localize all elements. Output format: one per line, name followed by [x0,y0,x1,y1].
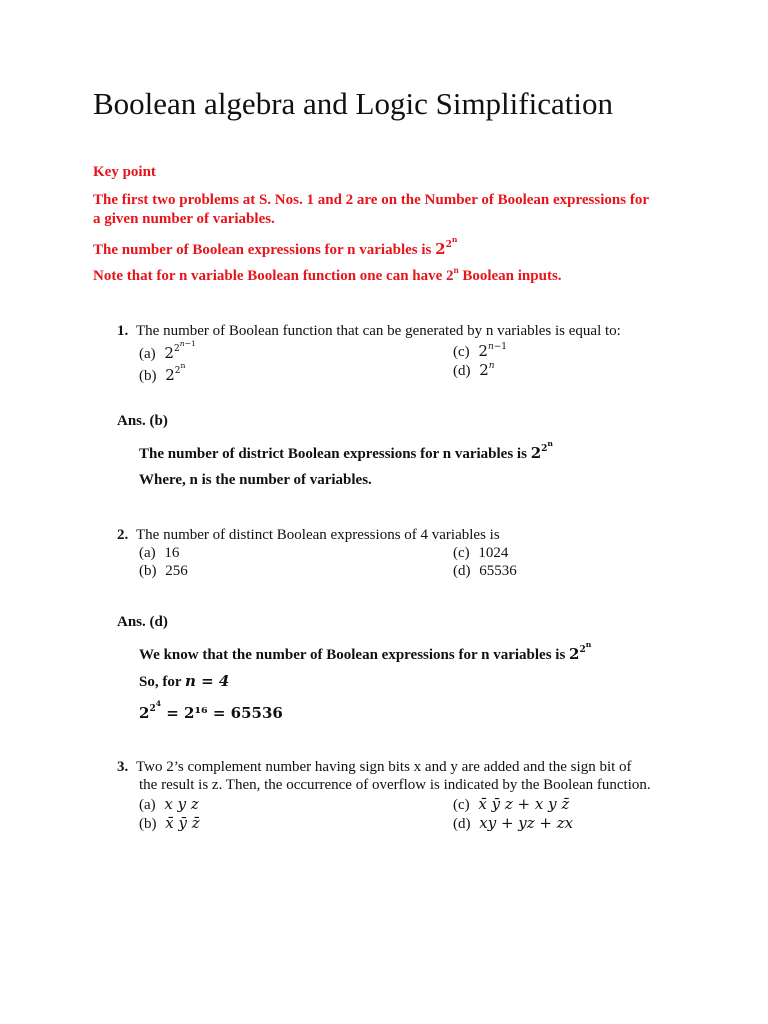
q2-equation [139,698,283,722]
q1-option-b [139,360,186,385]
q2-explanation-formula: $2^{2^n}$ [569,639,592,663]
key-point-line-2: a given number of variables. [93,211,275,227]
q1-option-b-value: $2^{2^n}$ [165,360,186,384]
q1-explanation-1-text: The number of district Boolean expressions for n variables is [139,446,531,462]
question-1 [117,323,621,340]
q2-option-b-label: (b) [139,563,157,579]
q1-option-c [453,342,507,361]
q1-option-c-label: (c) [453,344,470,360]
q2-option-d-label: (d) [453,563,471,579]
q3-option-a-value: x y z [164,795,199,813]
key-point-line-1: The first two problems at S. Nos. 1 and 2 are on the Number of Boolean expressions for [93,192,649,208]
question-2 [117,527,500,544]
q3-option-d [453,814,573,833]
q2-option-a [139,545,179,562]
q2-explanation-2-pre: So, for [139,674,185,690]
page-title: Boolean algebra and Logic Simplification [93,86,613,121]
key-point-line-4 [93,264,562,285]
question-3 [117,759,632,776]
q2-option-d [453,563,517,580]
question-2-number: 2. [117,527,129,543]
q3-option-c-label: (c) [453,797,470,813]
q3-option-b [139,814,200,833]
key-point-line-3 [93,234,458,259]
question-3-number: 3. [117,759,129,775]
q1-option-a [139,338,196,363]
question-3-text-line-2: the result is z. Then, the occurrence of overflow is indicated by the Boolean function. [139,777,651,793]
q2-option-a-label: (a) [139,545,156,561]
question-1-text: The number of Boolean function that can be generated by n variables is equal to: [136,323,621,339]
key-point-line-4-post: Boolean inputs. [458,268,562,284]
question-2-text: The number of distinct Boolean expressions of 4 variables is [136,527,500,543]
q3-option-d-label: (d) [453,816,471,832]
q1-option-d-value: 2$^n$ [479,360,495,379]
q1-answer: Ans. (b) [117,413,168,429]
key-point-heading: Key point [93,164,156,180]
q2-equation-lhs: $2^{2^4}$ [139,698,162,722]
q1-option-a-label: (a) [139,346,156,362]
q1-option-c-value: $2^{n-1}$ [478,341,508,360]
q2-explanation-1 [139,639,592,664]
q3-option-b-label: (b) [139,816,157,832]
q1-option-a-value: $2^{2^{n-1}}$ [164,338,196,362]
question-1-number: 1. [117,323,129,339]
formula-2-pow-2-pow-n: $2^{2^n}$ [435,234,458,258]
q1-explanation-1 [139,438,553,463]
q3-option-a-label: (a) [139,797,156,813]
key-point-line-3-text: The number of Boolean expressions for n variables is [93,242,436,258]
q3-option-d-value: xy + yz + zx [479,814,574,832]
q2-option-b [139,563,188,580]
q3-option-c-value: x̄ ȳ z + x y z̄ [478,795,570,813]
q3-option-c [453,795,569,814]
q2-option-a-value: 16 [164,545,180,561]
q3-option-a [139,795,199,814]
q2-option-c [453,545,508,562]
q2-option-b-value: 256 [165,563,188,579]
q2-explanation-1-text: We know that the number of Boolean expressions for n variables is [139,647,570,663]
key-point-line-4-sup: n [453,264,459,275]
question-3-text-line-1: Two 2’s complement number having sign bits x and y are added and the sign bit of [136,759,632,775]
key-point-line-4-pre: Note that for n variable Boolean function one can have 2 [93,268,454,284]
q2-explanation-2-equation: n = 4 [184,672,230,690]
q2-option-d-value: 65536 [479,563,517,579]
q1-option-d [453,361,495,380]
q2-option-c-value: 1024 [478,545,509,561]
q1-option-b-label: (b) [139,368,157,384]
q2-option-c-label: (c) [453,545,470,561]
q1-explanation-2: Where, n is the number of variables. [139,472,372,488]
q3-option-b-value: x̄ ȳ z̄ [165,814,200,832]
q2-answer: Ans. (d) [117,614,168,630]
q2-explanation-2 [139,672,229,691]
q1-explanation-formula: $2^{2^n}$ [530,438,553,462]
q1-option-d-label: (d) [453,363,471,379]
q2-equation-rhs: = 2¹⁶ = 65536 [161,704,283,722]
